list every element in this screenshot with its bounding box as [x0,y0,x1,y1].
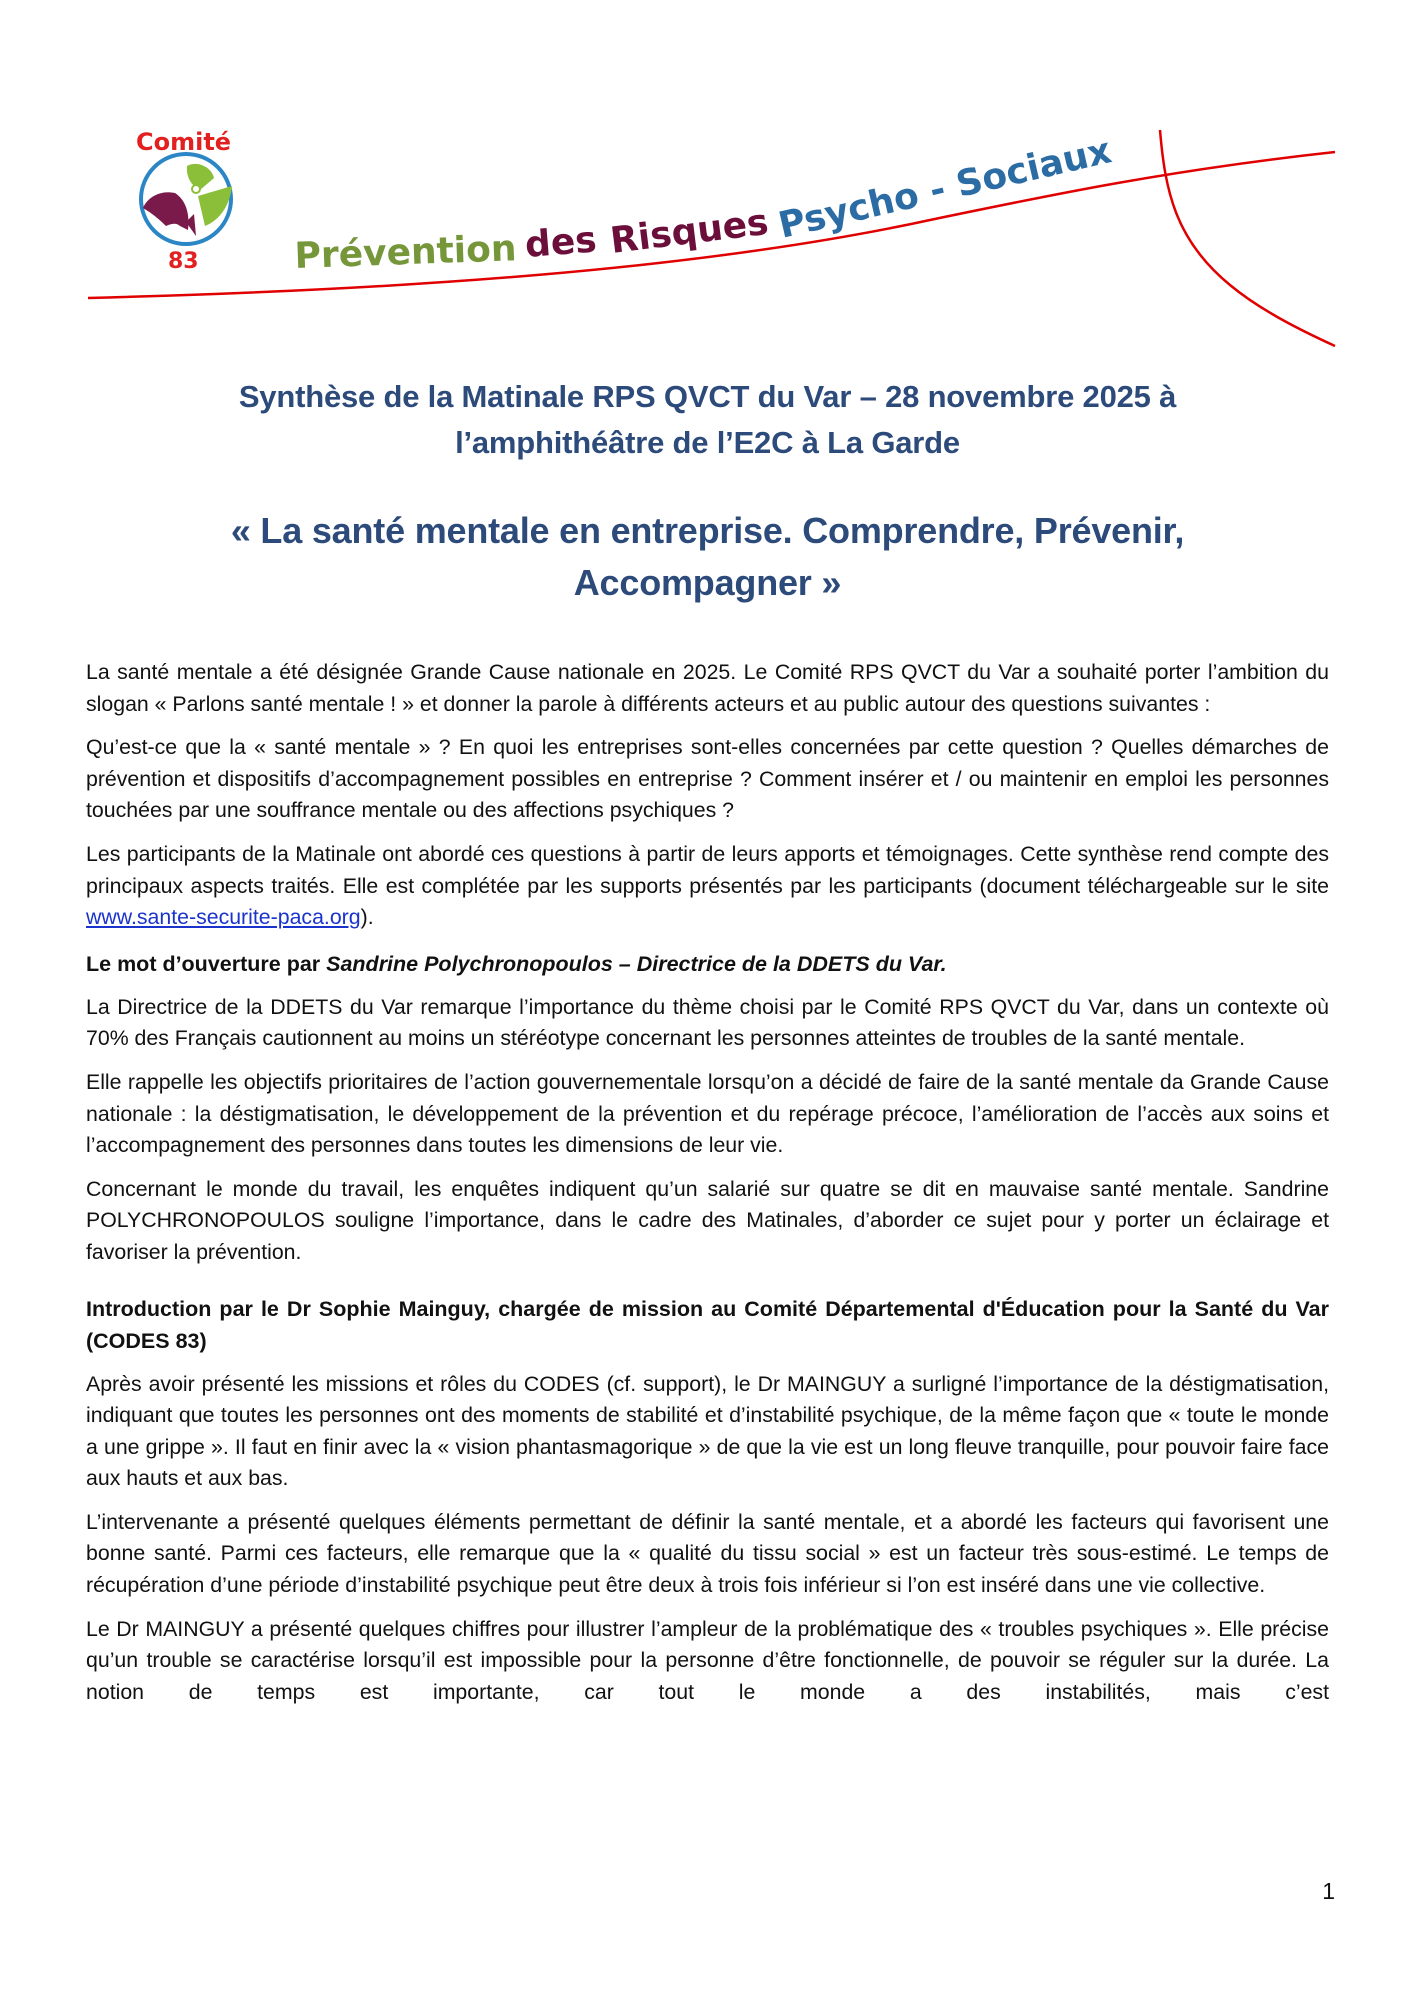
opening-paragraph-2: Elle rappelle les objectifs prioritaires de l’action gouvernementale lorsqu’on a décidé de faire de la santé mentale da Grande Cause nationale : la déstigmatisation, le développement de la prévention et du repérage précoce, l’amélioration de l’accès aux soins et l’accompagnement des personnes dans toutes les dimensions de leur vie. [86,1069,1329,1158]
opening-paragraph-3: Concernant le monde du travail, les enquêtes indiquent qu’un salarié sur quatre se dit en mauvaise santé mentale. Sandrine POLYCHRONOPOULOS souligne l’importance, dans le cadre des Matinales, d’aborder ce sujet pour y porter un éclairage et favoriser la prévention. [86,1176,1329,1264]
intro-paragraph-3-text: Les participants de la Matinale ont abordé ces questions à partir de leurs apports et témoignages. Cette synthèse rend compte des principaux aspects traités. Elle est complétée par les supports présentés par les participants (document téléchargeable sur le site [86,841,1329,898]
section-opening-heading-text: Le mot d’ouverture par [86,951,327,976]
section-opening-speaker: Sandrine Polychronopoulos – Directrice de la DDETS du Var. [326,951,947,976]
logo-head-dot [192,185,200,193]
opening-paragraph-1: La Directrice de la DDETS du Var remarque l’importance du thème choisi par le Comité RPS QVCT du Var, dans un contexte où 70% des Français cautionnent au moins un stéréotype concernant les personnes atteintes de troubles de la santé mentale. [86,994,1329,1051]
introduction-paragraph-1: Après avoir présenté les missions et rôles du CODES (cf. support), le Dr MAINGUY a surligné l’importance de la déstigmatisation, indiquant que toutes les personnes ont des moments de stabilité et d’instabilité psychique, de la même façon que « toute le monde a une grippe ». Il faut en finir avec la « vision phantasmagorique » de que la vie est un long fleuve tranquille, pour pouvoir faire face aux hauts et aux bas. [86,1371,1329,1491]
banner-word-risques: Risques [608,201,771,262]
document-body [86,657,1329,1720]
section-opening-heading [86,948,1329,980]
document-subtitle-line-1: « La santé mentale en entreprise. Comprendre, Prévenir, [230,510,1185,551]
document-title [150,374,1265,466]
document-subtitle [150,505,1265,609]
intro-paragraph-3 [86,839,1329,934]
banner-word-des: des [523,219,599,266]
banner-word-prevention: Prévention [293,228,518,277]
introduction-paragraph-3: Le Dr MAINGUY a présenté quelques chiffres pour illustrer l’ampleur de la problématique des « troubles psychiques ». Elle précise qu’un trouble se caractérise lorsqu’il est impossible pour la personne d’être fonctionnelle, de pouvoir se réguler sur la durée. La notion de temps est importante, car tout le monde a des instabilités, mais c’est [86,1616,1329,1704]
header-banner [0,0,1415,360]
intro-paragraph-2: Qu’est-ce que la « santé mentale » ? En quoi les entreprises sont-elles concernées par cette question ? Quelles démarches de prévention et dispositifs d’accompagnement possibles en entreprise ? Comment insérer et / ou maintenir en emploi les personnes touchées par une souffrance mentale ou des affections psychiques ? [86,735,1329,823]
logo-green-leaf-icon [187,164,214,190]
document-title-line-2: l’amphithéâtre de l’E2C à La Garde [455,425,960,460]
logo-83-text: 83 [168,249,199,274]
comite-83-logo [136,128,232,274]
banner-word-psycho-sociaux: Psycho - Sociaux [774,130,1116,247]
logo-comite-text: Comité [136,128,232,156]
intro-paragraph-1: La santé mentale a été désignée Grande Cause nationale en 2025. Le Comité RPS QVCT du Var a souhaité porter l’ambition du slogan « Parlons santé mentale ! » et donner la parole à différents acteurs et au public autour des questions suivantes : [86,660,1329,716]
intro-paragraph-3-end: ). [360,905,374,930]
page-number: 1 [1322,1878,1335,1904]
introduction-paragraph-2: L’intervenante a présenté quelques éléments permettant de définir la santé mentale, et a abordé les facteurs qui favorisent une bonne santé. Parmi ces facteurs, elle remarque que la « qualité du tissu social » est un facteur très sous-estimé. Le temps de récupération d’une période d’instabilité psychique peut être deux à trois fois inférieur si l’on est inséré dans une vie collective. [86,1509,1329,1598]
section-introduction-heading: Introduction par le Dr Sophie Mainguy, chargée de mission au Comité Départemental d'Éducation pour la Santé du Var (CODES 83) [86,1296,1329,1353]
document-title-line-1: Synthèse de la Matinale RPS QVCT du Var – 28 novembre 2025 à [238,379,1177,414]
website-link[interactable]: www.sante-securite-paca.org [86,905,361,930]
document-subtitle-line-2: Accompagner » [573,562,842,603]
